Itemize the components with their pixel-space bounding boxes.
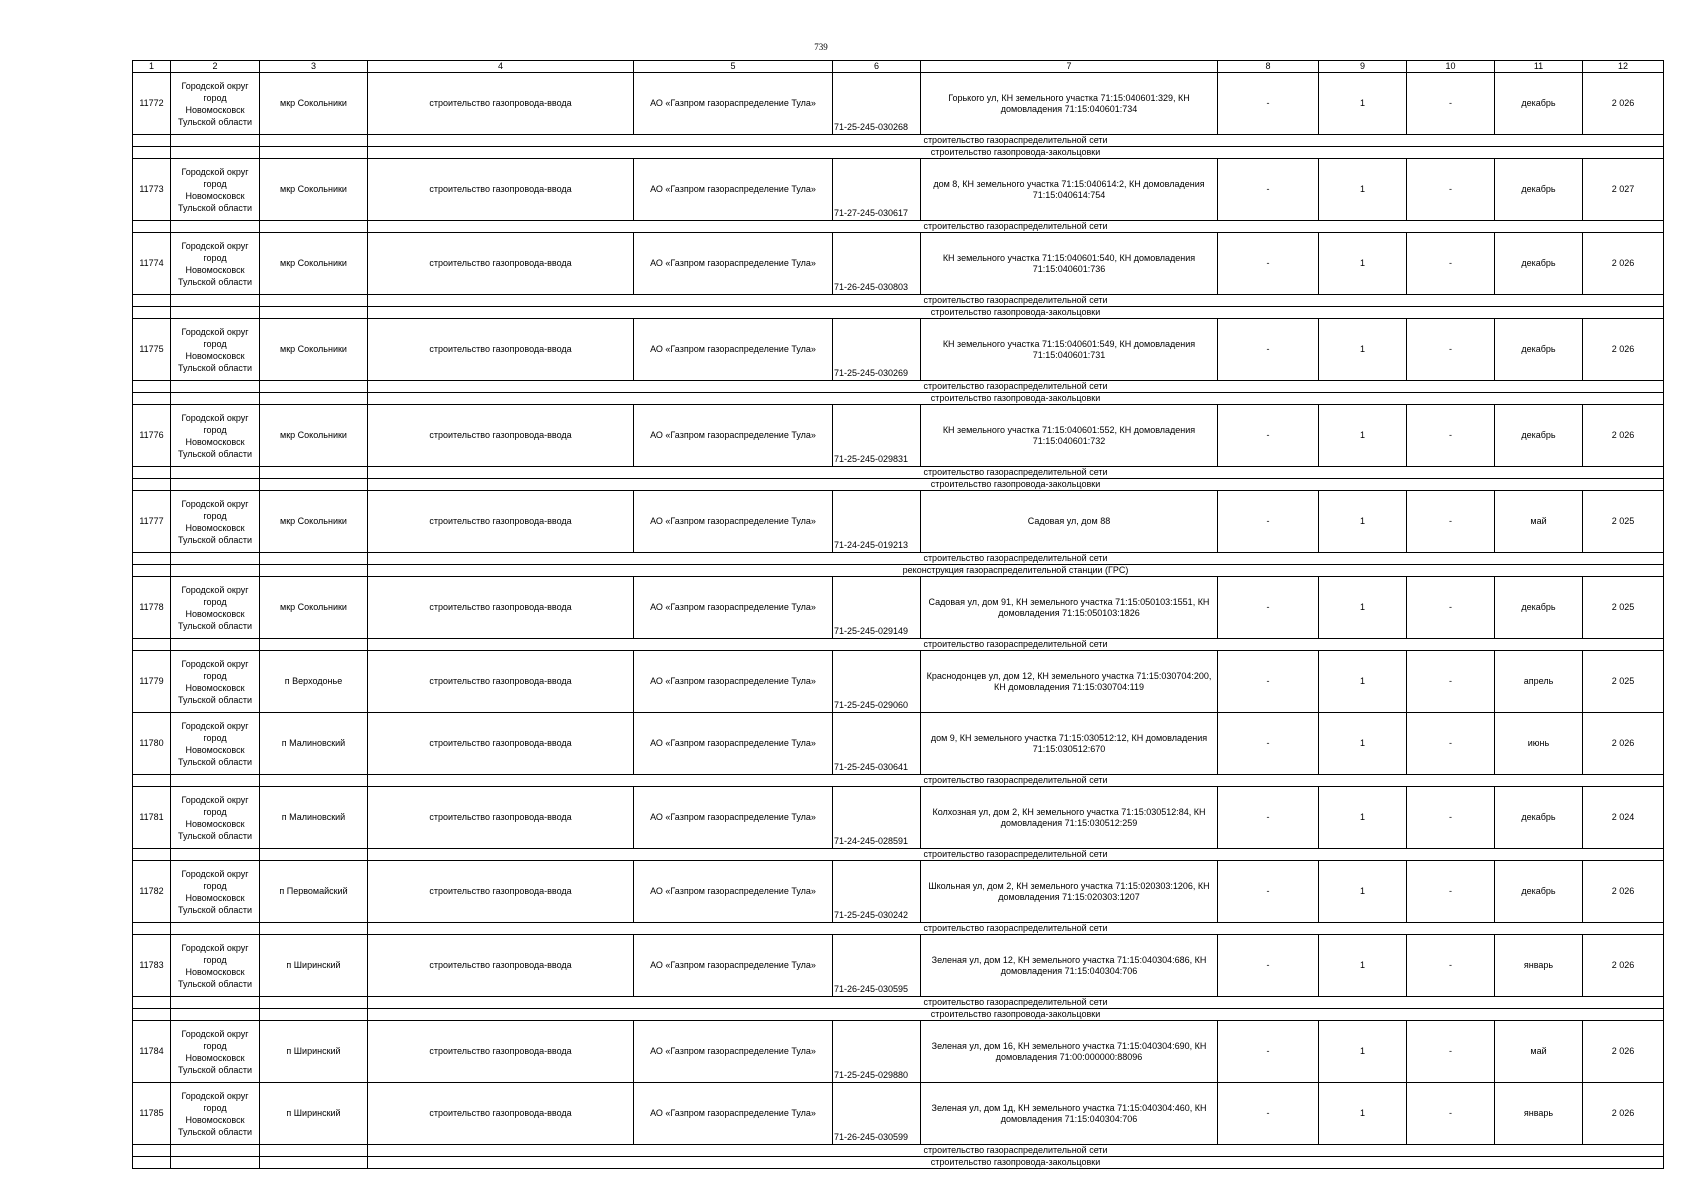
table-row (133, 713, 1664, 775)
municipality: Городской округ город Новомосковск Тульской области (171, 713, 260, 775)
subwork-row (133, 639, 1664, 651)
quantity: 1 (1319, 159, 1407, 221)
subwork-label: строительство газораспределительной сети (368, 295, 1664, 307)
organization: АО «Газпром газораспределение Тула» (634, 935, 833, 997)
subwork-row (133, 1145, 1664, 1157)
empty-cell (260, 923, 368, 935)
settlement: п Малиновский (260, 787, 368, 849)
subwork-label: реконструкция газораспределительной станции (ГРС) (368, 565, 1664, 577)
completion-month: апрель (1495, 651, 1583, 713)
organization: АО «Газпром газораспределение Тула» (634, 787, 833, 849)
empty-cell (171, 1009, 260, 1021)
column-8-value: - (1218, 1083, 1319, 1145)
subwork-row (133, 135, 1664, 147)
completion-month: декабрь (1495, 73, 1583, 135)
empty-cell (260, 479, 368, 491)
organization: АО «Газпром газораспределение Тула» (634, 233, 833, 295)
cadastral-code: 71-24-245-019213 (833, 491, 921, 553)
completion-year: 2 026 (1583, 861, 1664, 923)
column-number: 4 (368, 61, 634, 73)
empty-cell (260, 381, 368, 393)
cadastral-code: 71-25-245-030268 (833, 73, 921, 135)
column-10-value: - (1407, 1083, 1495, 1145)
empty-cell (133, 639, 171, 651)
address: КН земельного участка 71:15:040601:552, КН домовладения 71:15:040601:732 (921, 405, 1218, 467)
municipality: Городской округ город Новомосковск Тульской области (171, 787, 260, 849)
completion-month: май (1495, 491, 1583, 553)
completion-year: 2 026 (1583, 935, 1664, 997)
column-number: 7 (921, 61, 1218, 73)
table-row (133, 1021, 1664, 1083)
subwork-row (133, 381, 1664, 393)
subwork-label: строительство газопровода-закольцовки (368, 147, 1664, 159)
quantity: 1 (1319, 319, 1407, 381)
column-10-value: - (1407, 1021, 1495, 1083)
subwork-label: строительство газораспределительной сети (368, 923, 1664, 935)
subwork-label: строительство газопровода-закольцовки (368, 393, 1664, 405)
subwork-label: строительство газораспределительной сети (368, 553, 1664, 565)
address: дом 8, КН земельного участка 71:15:040614:2, КН домовладения 71:15:040614:754 (921, 159, 1218, 221)
column-number: 10 (1407, 61, 1495, 73)
completion-year: 2 026 (1583, 73, 1664, 135)
empty-cell (260, 393, 368, 405)
quantity: 1 (1319, 1083, 1407, 1145)
address: Садовая ул, дом 91, КН земельного участка 71:15:050103:1551, КН домовладения 71:15:050103:1826 (921, 577, 1218, 639)
object-number: 11775 (133, 319, 171, 381)
completion-month: декабрь (1495, 405, 1583, 467)
work-type: строительство газопровода-ввода (368, 577, 634, 639)
column-10-value: - (1407, 787, 1495, 849)
empty-cell (260, 221, 368, 233)
work-type: строительство газопровода-ввода (368, 651, 634, 713)
empty-cell (171, 393, 260, 405)
completion-year: 2 026 (1583, 1083, 1664, 1145)
column-10-value: - (1407, 73, 1495, 135)
subwork-row (133, 307, 1664, 319)
object-number: 11774 (133, 233, 171, 295)
empty-cell (171, 849, 260, 861)
empty-cell (171, 923, 260, 935)
settlement: мкр Сокольники (260, 159, 368, 221)
cadastral-code: 71-25-245-029831 (833, 405, 921, 467)
settlement: п Верходонье (260, 651, 368, 713)
municipality: Городской округ город Новомосковск Тульской области (171, 861, 260, 923)
table-row (133, 861, 1664, 923)
cadastral-code: 71-26-245-030599 (833, 1083, 921, 1145)
gasification-register-table (132, 60, 1664, 1169)
subwork-label: строительство газопровода-закольцовки (368, 307, 1664, 319)
completion-year: 2 025 (1583, 577, 1664, 639)
completion-year: 2 026 (1583, 405, 1664, 467)
subwork-label: строительство газопровода-закольцовки (368, 479, 1664, 491)
subwork-row (133, 997, 1664, 1009)
municipality: Городской округ город Новомосковск Тульской области (171, 73, 260, 135)
municipality: Городской округ город Новомосковск Тульской области (171, 159, 260, 221)
empty-cell (133, 381, 171, 393)
cadastral-code: 71-26-245-030803 (833, 233, 921, 295)
organization: АО «Газпром газораспределение Тула» (634, 73, 833, 135)
object-number: 11772 (133, 73, 171, 135)
object-number: 11773 (133, 159, 171, 221)
organization: АО «Газпром газораспределение Тула» (634, 861, 833, 923)
empty-cell (260, 997, 368, 1009)
cadastral-code: 71-25-245-030242 (833, 861, 921, 923)
completion-year: 2 026 (1583, 233, 1664, 295)
column-number: 5 (634, 61, 833, 73)
completion-year: 2 024 (1583, 787, 1664, 849)
column-10-value: - (1407, 233, 1495, 295)
subwork-row (133, 479, 1664, 491)
municipality: Городской округ город Новомосковск Тульской области (171, 651, 260, 713)
work-type: строительство газопровода-ввода (368, 491, 634, 553)
table-row (133, 159, 1664, 221)
quantity: 1 (1319, 405, 1407, 467)
empty-cell (171, 479, 260, 491)
empty-cell (260, 639, 368, 651)
subwork-label: строительство газораспределительной сети (368, 381, 1664, 393)
object-number: 11777 (133, 491, 171, 553)
empty-cell (260, 1009, 368, 1021)
column-10-value: - (1407, 577, 1495, 639)
empty-cell (171, 147, 260, 159)
object-number: 11783 (133, 935, 171, 997)
quantity: 1 (1319, 713, 1407, 775)
empty-cell (133, 147, 171, 159)
table-row (133, 787, 1664, 849)
column-8-value: - (1218, 935, 1319, 997)
completion-month: декабрь (1495, 233, 1583, 295)
completion-month: декабрь (1495, 577, 1583, 639)
table-row (133, 651, 1664, 713)
settlement: мкр Сокольники (260, 319, 368, 381)
organization: АО «Газпром газораспределение Тула» (634, 1021, 833, 1083)
column-number: 1 (133, 61, 171, 73)
settlement: мкр Сокольники (260, 491, 368, 553)
column-number: 8 (1218, 61, 1319, 73)
empty-cell (171, 307, 260, 319)
work-type: строительство газопровода-ввода (368, 319, 634, 381)
column-number-row (133, 61, 1664, 73)
empty-cell (133, 1145, 171, 1157)
empty-cell (133, 467, 171, 479)
object-number: 11782 (133, 861, 171, 923)
empty-cell (260, 307, 368, 319)
quantity: 1 (1319, 935, 1407, 997)
completion-year: 2 026 (1583, 319, 1664, 381)
completion-year: 2 026 (1583, 1021, 1664, 1083)
column-10-value: - (1407, 405, 1495, 467)
settlement: п Малиновский (260, 713, 368, 775)
quantity: 1 (1319, 651, 1407, 713)
cadastral-code: 71-25-245-030641 (833, 713, 921, 775)
empty-cell (260, 295, 368, 307)
subwork-row (133, 393, 1664, 405)
empty-cell (171, 221, 260, 233)
quantity: 1 (1319, 491, 1407, 553)
work-type: строительство газопровода-ввода (368, 861, 634, 923)
empty-cell (133, 553, 171, 565)
address: Краснодонцев ул, дом 12, КН земельного участка 71:15:030704:200, КН домовладения 71:15:030704:119 (921, 651, 1218, 713)
work-type: строительство газопровода-ввода (368, 233, 634, 295)
column-8-value: - (1218, 73, 1319, 135)
address: Зеленая ул, дом 12, КН земельного участка 71:15:040304:686, КН домовладения 71:15:040304:706 (921, 935, 1218, 997)
subwork-row (133, 1009, 1664, 1021)
address: Зеленая ул, дом 16, КН земельного участка 71:15:040304:690, КН домовладения 71:00:000000:88096 (921, 1021, 1218, 1083)
subwork-row (133, 775, 1664, 787)
object-number: 11778 (133, 577, 171, 639)
table-row (133, 319, 1664, 381)
column-10-value: - (1407, 861, 1495, 923)
column-8-value: - (1218, 787, 1319, 849)
empty-cell (133, 135, 171, 147)
column-number: 6 (833, 61, 921, 73)
empty-cell (133, 221, 171, 233)
subwork-label: строительство газопровода-закольцовки (368, 1157, 1664, 1169)
column-number: 9 (1319, 61, 1407, 73)
completion-month: декабрь (1495, 787, 1583, 849)
empty-cell (260, 1145, 368, 1157)
work-type: строительство газопровода-ввода (368, 1021, 634, 1083)
empty-cell (260, 553, 368, 565)
empty-cell (133, 997, 171, 1009)
municipality: Городской округ город Новомосковск Тульской области (171, 405, 260, 467)
empty-cell (260, 135, 368, 147)
empty-cell (171, 775, 260, 787)
municipality: Городской округ город Новомосковск Тульской области (171, 233, 260, 295)
empty-cell (171, 467, 260, 479)
completion-year: 2 027 (1583, 159, 1664, 221)
page-number: 739 (814, 42, 828, 52)
empty-cell (133, 923, 171, 935)
settlement: мкр Сокольники (260, 73, 368, 135)
empty-cell (133, 393, 171, 405)
empty-cell (133, 307, 171, 319)
column-number: 12 (1583, 61, 1664, 73)
subwork-row (133, 849, 1664, 861)
column-8-value: - (1218, 233, 1319, 295)
subwork-label: строительство газораспределительной сети (368, 221, 1664, 233)
organization: АО «Газпром газораспределение Тула» (634, 319, 833, 381)
cadastral-code: 71-25-245-029060 (833, 651, 921, 713)
column-8-value: - (1218, 405, 1319, 467)
address: КН земельного участка 71:15:040601:549, КН домовладения 71:15:040601:731 (921, 319, 1218, 381)
column-10-value: - (1407, 491, 1495, 553)
completion-month: июнь (1495, 713, 1583, 775)
column-8-value: - (1218, 651, 1319, 713)
column-10-value: - (1407, 713, 1495, 775)
empty-cell (133, 1009, 171, 1021)
column-8-value: - (1218, 861, 1319, 923)
completion-month: май (1495, 1021, 1583, 1083)
subwork-label: строительство газораспределительной сети (368, 849, 1664, 861)
quantity: 1 (1319, 787, 1407, 849)
completion-year: 2 025 (1583, 651, 1664, 713)
table-row (133, 935, 1664, 997)
object-number: 11784 (133, 1021, 171, 1083)
cadastral-code: 71-24-245-028591 (833, 787, 921, 849)
table-row (133, 73, 1664, 135)
empty-cell (260, 849, 368, 861)
work-type: строительство газопровода-ввода (368, 159, 634, 221)
column-8-value: - (1218, 1021, 1319, 1083)
completion-month: январь (1495, 1083, 1583, 1145)
object-number: 11779 (133, 651, 171, 713)
subwork-row (133, 923, 1664, 935)
empty-cell (260, 147, 368, 159)
subwork-label: строительство газораспределительной сети (368, 639, 1664, 651)
municipality: Городской округ город Новомосковск Тульской области (171, 577, 260, 639)
empty-cell (171, 295, 260, 307)
work-type: строительство газопровода-ввода (368, 73, 634, 135)
register-body (133, 61, 1664, 1169)
quantity: 1 (1319, 233, 1407, 295)
empty-cell (171, 565, 260, 577)
cadastral-code: 71-26-245-030595 (833, 935, 921, 997)
organization: АО «Газпром газораспределение Тула» (634, 651, 833, 713)
work-type: строительство газопровода-ввода (368, 713, 634, 775)
column-8-value: - (1218, 159, 1319, 221)
address: Садовая ул, дом 88 (921, 491, 1218, 553)
subwork-row (133, 565, 1664, 577)
empty-cell (171, 997, 260, 1009)
quantity: 1 (1319, 73, 1407, 135)
subwork-label: строительство газораспределительной сети (368, 135, 1664, 147)
empty-cell (171, 1145, 260, 1157)
address: Школьная ул, дом 2, КН земельного участка 71:15:020303:1206, КН домовладения 71:15:020303:1207 (921, 861, 1218, 923)
subwork-row (133, 1157, 1664, 1169)
column-number: 11 (1495, 61, 1583, 73)
completion-year: 2 025 (1583, 491, 1664, 553)
settlement: п Ширинский (260, 1083, 368, 1145)
empty-cell (133, 1157, 171, 1169)
subwork-row (133, 221, 1664, 233)
empty-cell (133, 295, 171, 307)
organization: АО «Газпром газораспределение Тула» (634, 577, 833, 639)
empty-cell (171, 553, 260, 565)
column-8-value: - (1218, 713, 1319, 775)
empty-cell (133, 775, 171, 787)
table-row (133, 233, 1664, 295)
municipality: Городской округ город Новомосковск Тульской области (171, 1083, 260, 1145)
subwork-label: строительство газораспределительной сети (368, 775, 1664, 787)
empty-cell (133, 479, 171, 491)
work-type: строительство газопровода-ввода (368, 405, 634, 467)
settlement: п Ширинский (260, 1021, 368, 1083)
object-number: 11781 (133, 787, 171, 849)
empty-cell (133, 565, 171, 577)
settlement: мкр Сокольники (260, 405, 368, 467)
column-number: 2 (171, 61, 260, 73)
empty-cell (260, 775, 368, 787)
empty-cell (171, 381, 260, 393)
table-row (133, 405, 1664, 467)
object-number: 11776 (133, 405, 171, 467)
organization: АО «Газпром газораспределение Тула» (634, 159, 833, 221)
cadastral-code: 71-25-245-029149 (833, 577, 921, 639)
column-8-value: - (1218, 577, 1319, 639)
cadastral-code: 71-25-245-029880 (833, 1021, 921, 1083)
subwork-row (133, 295, 1664, 307)
column-8-value: - (1218, 319, 1319, 381)
column-10-value: - (1407, 159, 1495, 221)
organization: АО «Газпром газораспределение Тула» (634, 1083, 833, 1145)
settlement: п Ширинский (260, 935, 368, 997)
address: дом 9, КН земельного участка 71:15:030512:12, КН домовладения 71:15:030512:670 (921, 713, 1218, 775)
column-8-value: - (1218, 491, 1319, 553)
column-10-value: - (1407, 651, 1495, 713)
address: Горького ул, КН земельного участка 71:15:040601:329, КН домовладения 71:15:040601:734 (921, 73, 1218, 135)
table-row (133, 1083, 1664, 1145)
column-10-value: - (1407, 935, 1495, 997)
completion-year: 2 026 (1583, 713, 1664, 775)
cadastral-code: 71-25-245-030269 (833, 319, 921, 381)
municipality: Городской округ город Новомосковск Тульской области (171, 491, 260, 553)
address: Колхозная ул, дом 2, КН земельного участка 71:15:030512:84, КН домовладения 71:15:030512:259 (921, 787, 1218, 849)
subwork-row (133, 467, 1664, 479)
subwork-label: строительство газораспределительной сети (368, 1145, 1664, 1157)
subwork-label: строительство газопровода-закольцовки (368, 1009, 1664, 1021)
completion-month: декабрь (1495, 861, 1583, 923)
table-row (133, 577, 1664, 639)
completion-month: декабрь (1495, 319, 1583, 381)
address: КН земельного участка 71:15:040601:540, КН домовладения 71:15:040601:736 (921, 233, 1218, 295)
settlement: п Первомайский (260, 861, 368, 923)
work-type: строительство газопровода-ввода (368, 787, 634, 849)
object-number: 11780 (133, 713, 171, 775)
work-type: строительство газопровода-ввода (368, 1083, 634, 1145)
settlement: мкр Сокольники (260, 577, 368, 639)
subwork-row (133, 553, 1664, 565)
empty-cell (171, 1157, 260, 1169)
address: Зеленая ул, дом 1д, КН земельного участка 71:15:040304:460, КН домовладения 71:15:040304:706 (921, 1083, 1218, 1145)
completion-month: январь (1495, 935, 1583, 997)
empty-cell (260, 467, 368, 479)
completion-month: декабрь (1495, 159, 1583, 221)
organization: АО «Газпром газораспределение Тула» (634, 405, 833, 467)
empty-cell (171, 639, 260, 651)
quantity: 1 (1319, 577, 1407, 639)
organization: АО «Газпром газораспределение Тула» (634, 491, 833, 553)
settlement: мкр Сокольники (260, 233, 368, 295)
empty-cell (133, 849, 171, 861)
cadastral-code: 71-27-245-030617 (833, 159, 921, 221)
empty-cell (260, 565, 368, 577)
empty-cell (260, 1157, 368, 1169)
work-type: строительство газопровода-ввода (368, 935, 634, 997)
column-number: 3 (260, 61, 368, 73)
municipality: Городской округ город Новомосковск Тульской области (171, 319, 260, 381)
table-row (133, 491, 1664, 553)
subwork-label: строительство газораспределительной сети (368, 997, 1664, 1009)
subwork-row (133, 147, 1664, 159)
quantity: 1 (1319, 1021, 1407, 1083)
subwork-label: строительство газораспределительной сети (368, 467, 1664, 479)
organization: АО «Газпром газораспределение Тула» (634, 713, 833, 775)
municipality: Городской округ город Новомосковск Тульской области (171, 935, 260, 997)
empty-cell (171, 135, 260, 147)
object-number: 11785 (133, 1083, 171, 1145)
quantity: 1 (1319, 861, 1407, 923)
column-10-value: - (1407, 319, 1495, 381)
municipality: Городской округ город Новомосковск Тульской области (171, 1021, 260, 1083)
